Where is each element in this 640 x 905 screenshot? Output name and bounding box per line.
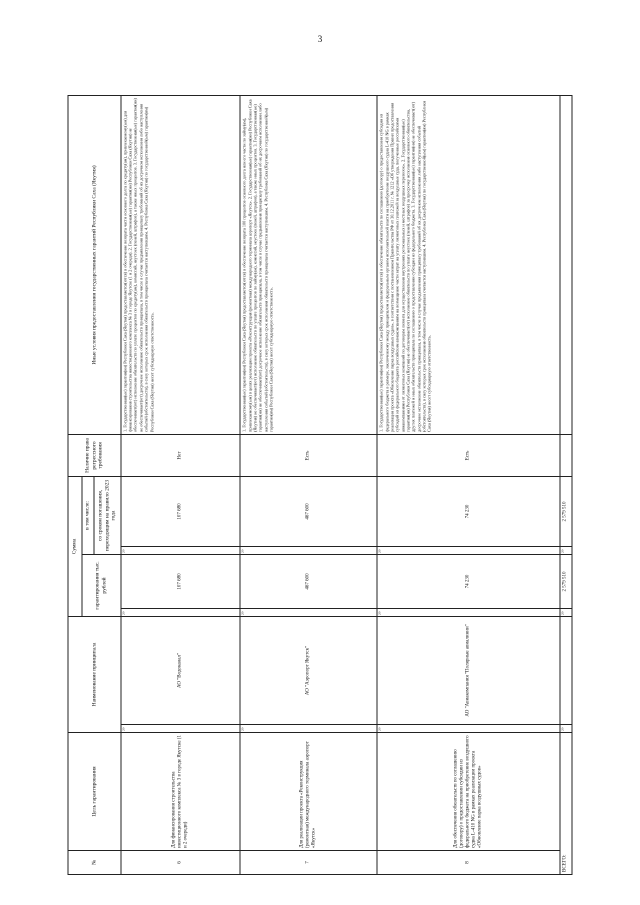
sub-marker: 20 bbox=[121, 725, 241, 733]
header-amounts: Сумма bbox=[68, 476, 82, 616]
header-conditions: Иные условия предоставления государственных гарантий Республики Саха (Якутия) bbox=[68, 96, 121, 435]
row-rollover: 74 230 bbox=[377, 476, 560, 546]
total-label: ВСЕГО: bbox=[560, 733, 572, 875]
row-regress: Есть bbox=[377, 434, 560, 476]
header-including: в том числе: bbox=[82, 476, 94, 554]
total-conditions-empty bbox=[560, 96, 572, 435]
total-row bbox=[560, 96, 572, 875]
sub-marker: 20 bbox=[377, 608, 560, 616]
total-regress-empty bbox=[560, 434, 572, 476]
row-purpose: Для обеспечения обязательств по соглашению (договору) о предоставлении субсидии из федерального бюджета на приобретение воздушного судна L-410 NG в рамках реализации проекта «Обновление парка воздушных судов» bbox=[377, 733, 560, 851]
row-rollover: 467 600 bbox=[240, 476, 377, 546]
row-amount: 74 230 bbox=[377, 554, 560, 608]
header-no: № bbox=[68, 851, 121, 875]
sub-marker: 20 bbox=[377, 546, 560, 554]
header-purpose: Цель гарантирования bbox=[68, 733, 121, 851]
header-principal: Наименование принципала bbox=[68, 616, 121, 732]
row-amount: 107 680 bbox=[121, 554, 241, 608]
table-row bbox=[377, 96, 560, 875]
row-principal: АО "Авиакомпания "Полярные авиалинии" bbox=[377, 616, 560, 724]
row-conditions: 1. Государственная(ые) гарантия(ии) Республики Саха (Якутия) предоставляется(ются) в обеспечение обязательств по соглашению (договору) о предоставлении субсидии из федерального бюджета в размере, заключенному между принципалом и федеральным органом исполнительной власти на приобретение воздушного судна L-410 NG в рамках реализации проекта «Обновление парка воздушных судов», в соответствии с постановлением Правительства РФ от 30.12.2011 г. № 1212 «Об утверждении Правил предоставления субсидий из федерального бюджета российским авиакомпаниям на возмещение части затрат на уплату лизинговых платежей за воздушные суда, полученные российскими авиакомпаниями от лизинговых компаний по договорам лизинга для осуществления внутренних региональных и местных воздушных перевозок». 2. Государственная(ые) гарантия(ии) Республики Саха (Якутия) не обеспечивает(ют) исполнение обязательств по уплате неустоек (пеней, штрафов) за просрочку исполнения основного обязательства, других платежей и иных обязательств принципала по соглашению о предоставлении субсидии из федерального бюджета. 3. Государственная(ые) гарантия(ии) не обеспечивает(ют) досрочное исполнение обязательств принципала, в том числе в случае предъявления принципалу требований об их досрочном исполнении либо наступления событий (обстоятельств), в силу которых срок исполнения обязательств принципала считается наступившим. 4. Республика Саха (Якутия) по государственной(ым) гарантии(ям) Республики Саха (Якутия) несет субсидиарную ответственность. bbox=[377, 96, 560, 435]
sub-marker: 20 bbox=[240, 725, 377, 733]
sub-marker: 20 bbox=[560, 725, 572, 733]
row-regress: Нет bbox=[121, 434, 241, 476]
sub-marker: 20 bbox=[240, 546, 377, 554]
header-row-1 bbox=[68, 96, 82, 875]
row-number: 7 bbox=[240, 851, 377, 875]
header-rollover: со сроком погашения, переходящим на правило 2023 года bbox=[94, 476, 120, 554]
sub-marker: 20 bbox=[121, 608, 241, 616]
table-row bbox=[121, 96, 241, 875]
sub-marker: 20 bbox=[377, 725, 560, 733]
row-principal: АО "Водоканал" bbox=[121, 616, 241, 724]
page-number: 3 bbox=[317, 34, 323, 44]
row-rollover: 107 680 bbox=[121, 476, 241, 546]
rotated-table-container bbox=[68, 95, 573, 875]
row-conditions: 1. Государственная(ые) гарантия(ии) Республики Саха (Якутия) предоставляется(ются) в обеспечение возврата 100 процентов основного долга или его части по займу(ам), привлекаемому(ым) в целях реализации проекта «Реконструкция (ремонтная) международного терминала аэропорт «Якутск». 2. Государственная(ые) гарантия(ии) Республики Саха (Якутия) не обеспечивает(ют) исполнение обязательств по уплате процентов по займу(ам), комиссий, неустоек (пеней, штрафов), а также иных процентов. 3. Государственная(ые) гарантия(ии) не обеспечивает(ют) досрочное исполнение обязательств принципала, в том числе в случае предъявления принципалу требований об их досрочном исполнении либо наступления событий (обстоятельств), в силу которых срок исполнения обязательств принципала считается наступившим. 4. Республика Саха (Якутия) по государственной(ым) гарантии(ям) Республики Саха (Якутия) несет субсидиарную ответственность. bbox=[240, 96, 377, 435]
table-row bbox=[240, 96, 377, 875]
row-conditions: 1. Государственная(ые) гарантия(ии) Республики Саха (Якутия) предоставляется(ются) в обеспечение возврата части основного долга по кредиту(ам), привлекаемому(ым) для финансирования строительства инвестиционного комплекса № 3 в городе Якутске (1 и 2 очереди). 2. Государственная(ые) гарантия(ии) Республики Саха (Якутия) не обеспечивает(ют) исполнение обязательств по уплате процентов по кредиту(ам), комиссий, неустоек (пеней, штрафов), а также иных процентов. 3. Государственная(ые) гарантия(ии) не обеспечивает(ют) досрочное исполнение обязательств принципала, в том числе в случае предъявления принципалу требований об их досрочном исполнении либо наступления событий (обстоятельств), в силу которых срок исполнения обязательств принципала считается наступившим. 4. Республика Саха (Якутия) по государственной(ым) гарантии(ям) Республики Саха (Якутия) несет субсидиарную ответственность. bbox=[121, 96, 241, 435]
row-principal: АО "Аэропорт Якутск" bbox=[240, 616, 377, 724]
row-regress: Есть bbox=[240, 434, 377, 476]
sub-marker: 20 bbox=[121, 546, 241, 554]
total-amount: 2 579 510 bbox=[560, 554, 572, 608]
guarantees-table bbox=[68, 95, 573, 875]
header-amount-guarantee: гарантирования тыс. рублей bbox=[82, 554, 121, 616]
row-number: 6 bbox=[121, 851, 241, 875]
row-purpose: Для реализации проекта «Реконструкция (ремонтная) международного терминала аэропорт «Якутск» bbox=[240, 733, 377, 851]
total-rollover: 2 579 510 bbox=[560, 476, 572, 546]
header-regress: Наличие права регрессного требования bbox=[68, 434, 121, 476]
sub-marker: 20 bbox=[560, 546, 572, 554]
row-amount: 467 600 bbox=[240, 554, 377, 608]
total-principal-empty bbox=[560, 616, 572, 724]
sub-marker: 20 bbox=[240, 608, 377, 616]
row-number: 8 bbox=[377, 851, 560, 875]
row-purpose: Для финансирования строительства инвестиционного комплекса № 3 в городе Якутске (1 и 2 очереди) bbox=[121, 733, 241, 851]
sub-marker: 20 bbox=[560, 608, 572, 616]
